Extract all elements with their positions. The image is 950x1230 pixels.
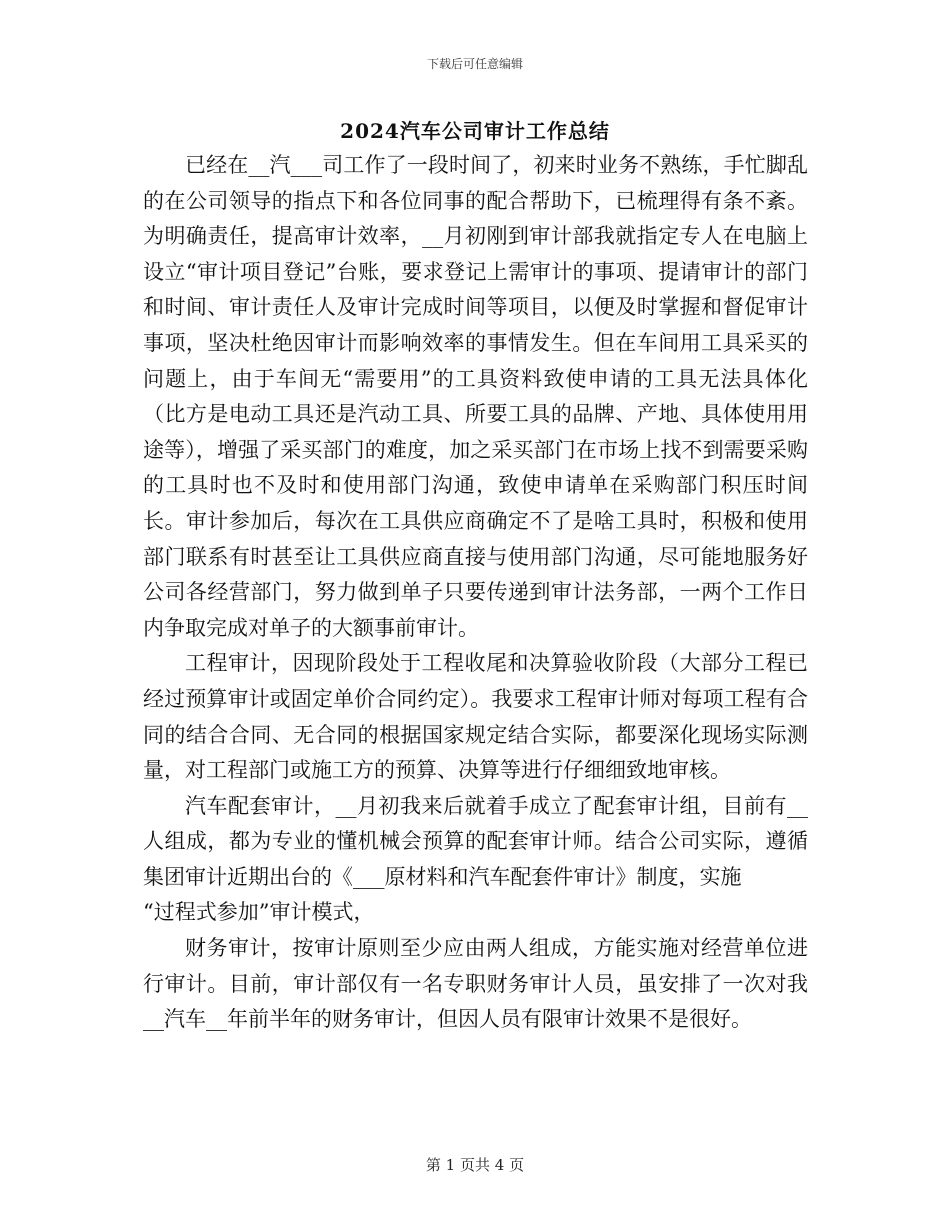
- paragraph-parts-audit-continued: “过程式参加”审计模式，: [143, 900, 375, 925]
- document-title: 2024汽车公司审计工作总结: [340, 119, 610, 143]
- paragraph-parts-audit: 汽车配套审计，__月初我来后就着手成立了配套审计组，目前有__人组成，都为专业的懂机械会预算的配套审计师。结合公司实际，遵循集团审计近期出台的《___原材料和汽车配套件审计》制度，实施: [143, 793, 808, 889]
- page-number: 第 1 页共 4 页: [425, 1156, 525, 1174]
- paragraph-engineering-audit: 工程审计，因现阶段处于工程收尾和决算验收阶段（大部分工程已经过预算审计或固定单价合同约定）。我要求工程审计师对每项工程有合同的结合合同、无合同的根据国家规定结合实际，都要深化现场实际测量，对工程部门或施工方的预算、决算等进行仔细细致地审核。: [143, 651, 808, 783]
- paragraph-financial-audit: 财务审计，按审计原则至少应由两人组成，方能实施对经营单位进行审计。目前，审计部仅有一名专职财务审计人员，虽安排了一次对我__汽车__年前半年的财务审计，但因人员有限审计效果不是很好。: [143, 936, 808, 1032]
- download-note: 下载后可任意编辑: [426, 57, 523, 71]
- paragraph-intro: 已经在__汽___司工作了一段时间了，初来时业务不熟练，手忙脚乱的在公司领导的指点下和各位同事的配合帮助下，已梳理得有条不紊。为明确责任，提高审计效率，__月初刚到审计部我就指定专人在电脑上设立“审计项目登记”台账，要求登记上需审计的事项、提请审计的部门和时间、审计责任人及审计完成时间等项目，以便及时掌握和督促审计事项，坚决杜绝因审计而影响效率的事情发生。但在车间用工具采买的问题上，由于车间无“需要用”的工具资料致使申请的工具无法具体化（比方是电动工具还是汽动工具、所要工具的品牌、产地、具体使用用途等），增强了采买部门的难度，加之采买部门在市场上找不到需要采购的工具时也不及时和使用部门沟通，致使申请单在采购部门积压时间长。审计参加后，每次在工具供应商确定不了是啥工具时，积极和使用部门联系有时甚至让工具供应商直接与使用部门沟通，尽可能地服务好公司各经营部门，努力做到单子只要传递到审计法务部，一两个工作日内争取完成对单子的大额事前审计。: [143, 153, 808, 640]
- document-body: [143, 148, 808, 1038]
